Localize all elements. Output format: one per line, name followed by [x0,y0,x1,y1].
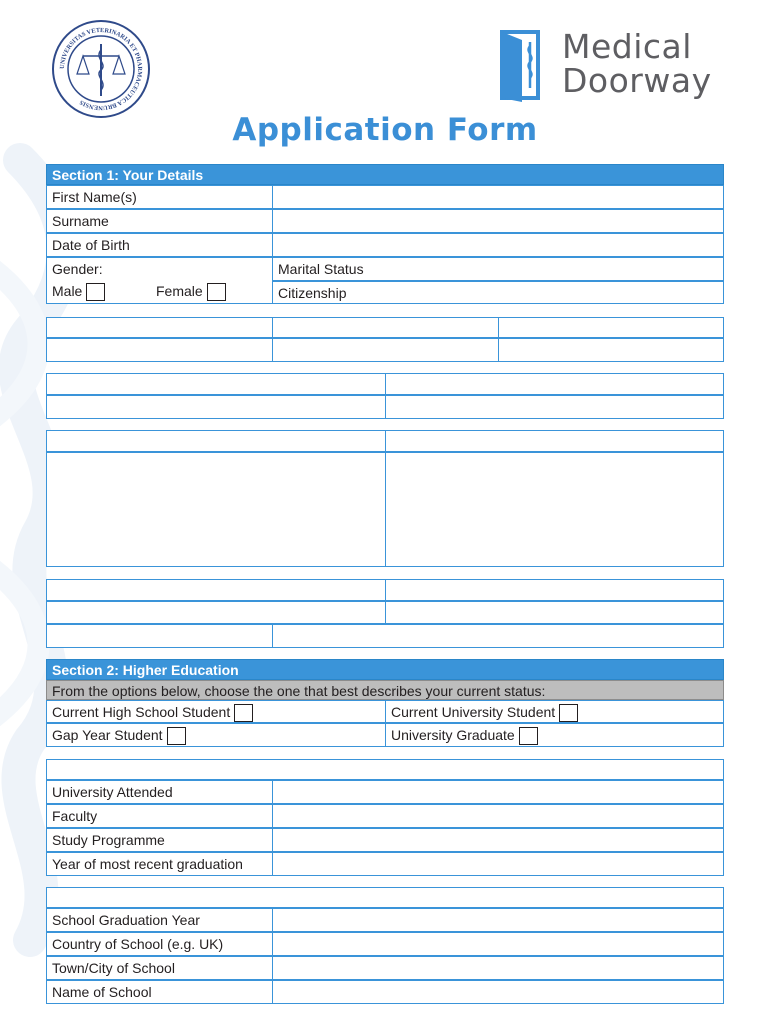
university-seal-logo [50,18,152,120]
option-graduate [385,723,724,747]
faculty-label: Faculty [46,804,273,828]
mobile-phone-label: Phone Number [144,582,237,597]
passport-header: Passport No. [272,317,499,338]
section1-header: Section 1: Your Details [46,164,724,185]
marital-status-field[interactable]: Marital Status [272,257,724,281]
option-graduate-label: University Graduate [391,727,515,743]
gender-cell [46,257,273,304]
university-attended-label: University Attended [46,780,273,804]
gender-label: Gender: [52,261,103,277]
postal-address-label: Postal Address [472,433,568,448]
first-name-label: First Name(s) [46,185,273,209]
school-name-label: Name of School [46,980,273,1004]
surname-label: Surname [46,209,273,233]
surname-field[interactable] [272,209,724,233]
female-label: Female [156,283,203,299]
postal-address-note: (if different) [570,433,637,448]
medical-doorway-logo [498,28,738,102]
citizenship-field[interactable]: Citizenship [272,281,724,304]
seal-text: UNIVERSITAS VETERINARIA ET PHARMACEUTICA BRUNENSIS [58,26,144,112]
page-title: Application Form [232,112,538,148]
option-gap-year-label: Gap Year Student [52,727,163,743]
nationality-header: Nationality [46,317,273,338]
option-high-school-label: Current High School Student [52,704,231,720]
male-checkbox[interactable] [86,283,105,301]
option-high-school [46,700,386,723]
section2-header: Section 2: Higher Education [46,659,724,680]
male-label: Male [52,283,83,299]
status-instruction: From the options below, choose the one that best describes your current status: [46,680,724,700]
option-university-label: Current University Student [391,704,556,720]
first-name-field[interactable] [272,185,724,209]
study-programme-field[interactable] [272,828,724,852]
other-phone-field[interactable] [385,601,724,624]
mobile-phone-note: (Mobile) [240,582,288,597]
town-of-birth-field[interactable] [385,395,724,419]
doorway-icon [498,28,558,102]
permanent-address-header: Permanent Address [46,430,386,452]
school-name-field[interactable] [272,980,724,1004]
university-attended-field[interactable] [272,780,724,804]
email-header: Email Address [46,624,273,648]
brand-line2: Doorway [562,61,712,100]
graduation-year-label: Year of most recent graduation [46,852,273,876]
female-checkbox[interactable] [207,283,226,301]
expiry-header: Expiry Date [498,317,724,338]
school-grad-year-field[interactable] [272,908,724,932]
graduate-checkbox[interactable] [519,727,538,745]
gap-year-checkbox[interactable] [167,727,186,745]
country-of-birth-header: Country of Birth [46,373,386,395]
postal-address-header [385,430,724,452]
expiry-field[interactable] [498,338,724,362]
graduation-year-field[interactable] [272,852,724,876]
faculty-field[interactable] [272,804,724,828]
other-phone-label: Phone Number [450,582,543,597]
passport-field[interactable] [272,338,499,362]
dob-field[interactable] [272,233,724,257]
dob-label: Date of Birth [46,233,273,257]
school-country-field[interactable] [272,932,724,956]
town-of-birth-header: Town/City of Birth [385,373,724,395]
study-programme-label: Study Programme [46,828,273,852]
school-town-field[interactable] [272,956,724,980]
option-university [385,700,724,723]
graduates-header: For University Graduates Only [46,759,724,780]
email-field[interactable] [272,624,724,648]
other-phone-note: (other e.g. landline) [546,582,659,597]
other-phone-header [385,579,724,601]
permanent-address-field[interactable] [46,452,386,567]
school-header: School/College/6th form attended [46,887,724,908]
university-checkbox[interactable] [559,704,578,722]
postal-address-field[interactable] [385,452,724,567]
mobile-phone-field[interactable] [46,601,386,624]
nationality-field[interactable] [46,338,273,362]
brand-line1: Medical [562,27,692,66]
option-gap-year [46,723,386,747]
high-school-checkbox[interactable] [234,704,253,722]
school-town-label: Town/City of School [46,956,273,980]
mobile-phone-header [46,579,386,601]
school-country-label: Country of School (e.g. UK) [46,932,273,956]
country-of-birth-field[interactable] [46,395,386,419]
school-grad-year-label: School Graduation Year [46,908,273,932]
